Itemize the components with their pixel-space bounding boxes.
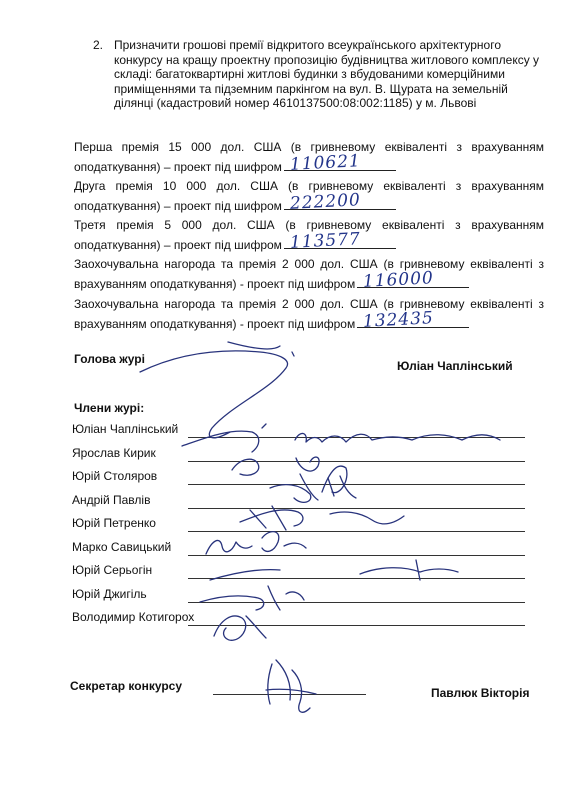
cipher-value: 222200 xyxy=(289,190,362,214)
jury-member: Юрій Столяров xyxy=(72,469,158,483)
signature-line xyxy=(188,555,525,556)
signature-member-1 xyxy=(182,424,500,452)
signature-member-4 xyxy=(240,506,404,530)
signature-line xyxy=(188,602,525,603)
prize-second xyxy=(74,179,544,214)
prize-third xyxy=(74,218,544,253)
jury-member: Юрій Джигіль xyxy=(72,587,147,601)
item-line: Призначити грошові премії відкритого всеукраїнського архітектурного xyxy=(114,38,502,52)
secretary-signature-line xyxy=(213,694,366,695)
chair-name: Юліан Чаплінський xyxy=(397,359,513,373)
signature-line xyxy=(188,461,525,462)
prize-incentive-2 xyxy=(74,297,544,332)
signature-line xyxy=(188,578,525,579)
item-line: ділянці (кадастровий номер 4610137500:08:002:1185) у м. Львові xyxy=(114,96,477,111)
signature-member-2 xyxy=(232,457,347,493)
jury-member: Андрій Павлів xyxy=(72,493,151,507)
jury-member: Юліан Чаплінський xyxy=(72,422,179,436)
prize-text: Заохочувальна нагорода та премія 2 000 дол. США (в гривневому еквіваленті з xyxy=(74,257,544,271)
prize-text: Третя премія 5 000 дол. США (в гривневому еквіваленті з врахуванням xyxy=(74,218,544,232)
signature-member-3 xyxy=(270,474,356,502)
cipher-value: 110621 xyxy=(289,151,362,175)
signature-member-5 xyxy=(206,532,306,554)
jury-member: Юрій Серьогін xyxy=(72,563,153,577)
prize-text: врахуванням оподаткування) - проект під шифром xyxy=(74,276,356,291)
item-text xyxy=(114,38,542,111)
prize-text: оподаткування) – проект під шифром xyxy=(74,159,282,174)
jury-member: Марко Савицький xyxy=(72,540,172,554)
cipher-field xyxy=(284,151,396,175)
prize-text: Заохочувальна нагорода та премія 2 000 дол. США (в гривневому еквіваленті з xyxy=(74,297,544,311)
prize-first xyxy=(74,140,544,175)
item-line: конкурсу на кращу проектну пропозицію будівництва житлового комплексу у xyxy=(114,52,540,67)
signature-member-7 xyxy=(200,586,304,610)
prize-text: Перша премія 15 000 дол. США (в гривневому еквіваленті з врахуванням xyxy=(74,140,544,154)
cipher-field xyxy=(284,229,396,253)
cipher-value: 113577 xyxy=(289,229,362,253)
members-label: Члени журі: xyxy=(74,401,145,415)
signature-member-8 xyxy=(214,616,266,640)
prize-text: врахуванням оподаткування) - проект під шифром xyxy=(74,316,356,331)
cipher-field xyxy=(357,308,469,332)
cipher-field xyxy=(284,190,396,214)
jury-member: Ярослав Кирик xyxy=(72,446,156,460)
prize-text: оподаткування) – проект під шифром xyxy=(74,237,282,252)
cipher-field xyxy=(357,268,469,292)
cipher-value: 116000 xyxy=(362,268,435,292)
signature-member-6 xyxy=(210,560,458,580)
signature-line xyxy=(188,531,525,532)
signature-line xyxy=(188,484,525,485)
cipher-value: 132435 xyxy=(362,308,435,332)
item-number: 2. xyxy=(93,38,104,52)
secretary-name: Павлюк Вікторія xyxy=(431,686,530,700)
signature-line xyxy=(188,625,525,626)
secretary-label: Секретар конкурсу xyxy=(70,679,183,693)
signature-secretary xyxy=(266,660,316,712)
prize-text: оподаткування) – проект під шифром xyxy=(74,198,282,213)
jury-member: Володимир Котигорох xyxy=(72,610,195,624)
signature-line xyxy=(188,437,525,438)
signature-line xyxy=(188,508,525,509)
chair-label: Голова журі xyxy=(74,352,145,366)
jury-member: Юрій Петренко xyxy=(72,516,156,530)
item-line: складі: багатоквартирні житлові будинки з вбудованими комерційними xyxy=(114,67,505,82)
prize-incentive-1 xyxy=(74,257,544,292)
item-line: приміщеннями та підземним паркінгом на вул. В. Щурата на земельній xyxy=(114,81,508,96)
prize-text: Друга премія 10 000 дол. США (в гривневому еквіваленті з врахуванням xyxy=(74,179,544,193)
